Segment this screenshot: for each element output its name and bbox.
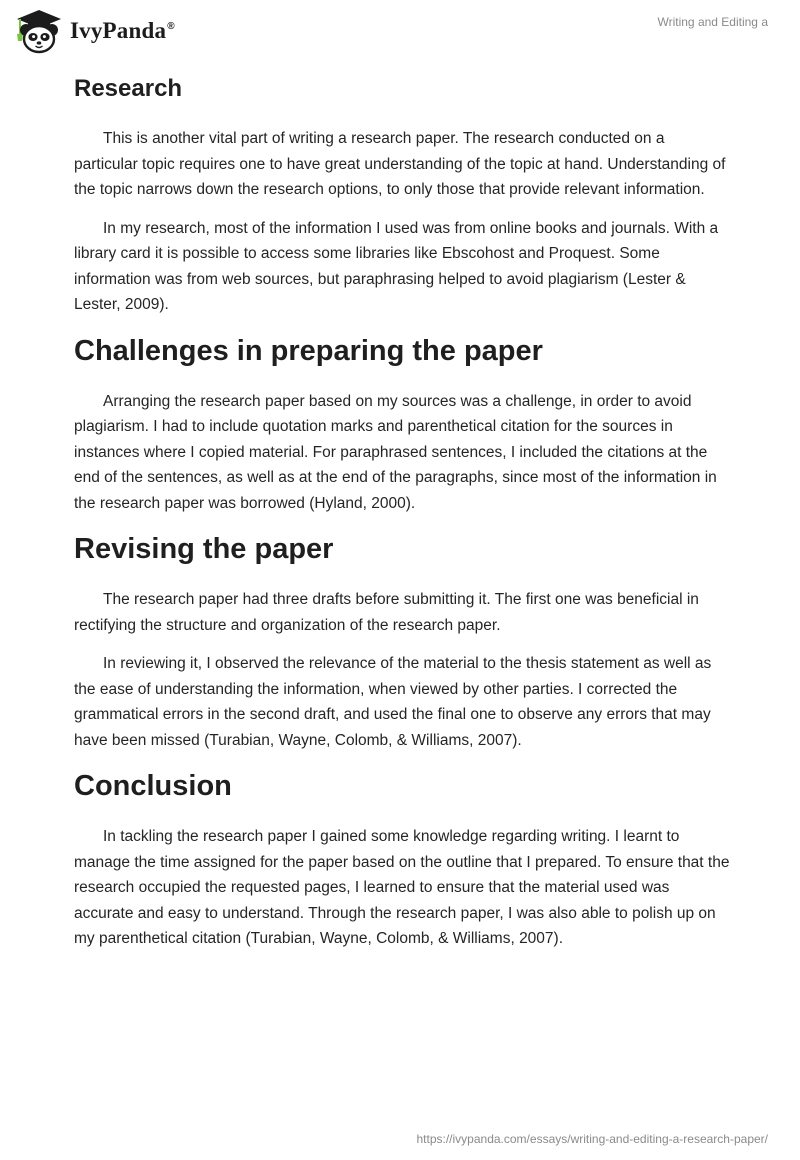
section-research — [74, 72, 730, 318]
document-title: Writing and Editing a — [657, 15, 768, 29]
section-revising — [74, 529, 730, 753]
section-heading: Challenges in preparing the paper — [74, 334, 543, 367]
source-url-link[interactable]: https://ivypanda.com/essays/writing-and-editing-a-research-paper/ — [416, 1132, 768, 1146]
page-header — [0, 0, 800, 64]
section-conclusion — [74, 766, 730, 952]
paragraph: Arranging the research paper based on my sources was a challenge, in order to avoid plagiarism. I had to include quotation marks and parenthetical citation for the sources in instances where I copied material. For paraphrased sentences, I included the citations at the end of the sentences, as well as at the end of the paragraphs, since most of the information in the research paper was borrowed (Hyland, 2000). — [74, 392, 717, 512]
paragraph: In reviewing it, I observed the relevance of the material to the thesis statement as well as the ease of understanding the information, when viewed by other parties. I corrected the grammatical errors in the second draft, and used the final one to observe any errors that may have been missed (Turabian, Wayne, Colomb, & Williams, 2007). — [74, 655, 712, 749]
essay-body — [74, 72, 730, 965]
paragraph: The research paper had three drafts before submitting it. The first one was beneficial in rectifying the structure and organization of the research paper. — [74, 591, 699, 634]
section-heading: Research — [74, 75, 183, 102]
panda-graduate-icon — [14, 8, 64, 54]
section-heading: Revising the paper — [74, 533, 334, 565]
paragraph: This is another vital part of writing a research paper. The research conducted on a particular topic requires one to have great understanding of the topic at hand. Understanding of the topic narrows down the research options, to only those that provide relevant information. — [74, 130, 726, 198]
paragraph: In my research, most of the information I used was from online books and journals. With a library card it is possible to access some libraries like Ebscohost and Proquest. Some information was from web sources, but paraphrasing helped to avoid plagiarism (Lester & Lester, 2009). — [74, 219, 719, 313]
ivypanda-logo[interactable] — [14, 8, 175, 54]
section-challenges — [74, 331, 730, 517]
section-heading: Conclusion — [74, 770, 232, 802]
logo-wordmark: IvyPanda® — [70, 18, 175, 43]
paragraph: In tackling the research paper I gained some knowledge regarding writing. I learnt to manage the time assigned for the paper based on the outline that I prepared. To ensure that the research occupied the requested pages, I learned to ensure that the material used was accurate and easy to understand. Through the research paper, I was also able to polish up on my parenthetical citation (Turabian, Wayne, Colomb, & Williams, 2007). — [74, 828, 730, 947]
